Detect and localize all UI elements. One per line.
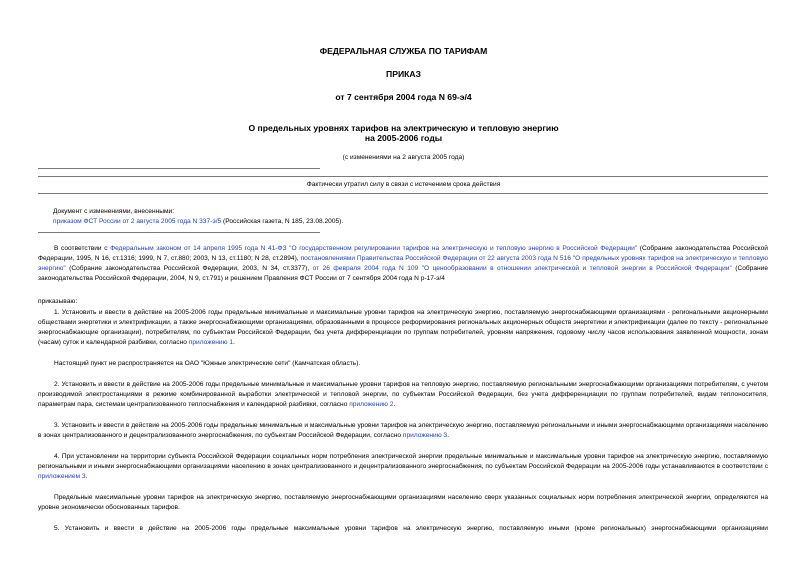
max-tariffs-paragraph: Предельные максимальные уровни тарифов на электрическую энергию, поставляемую энергоснабжающими организациями населению сверх указанных социальных норм потребления электрической энергии, определяются на уровне экономически обоснованных тарифов. [38, 494, 768, 511]
government-resolution-109-link[interactable]: от 26 февраля 2004 года N 109 "О ценообразовании в отношении электрической и тепловой энергии в Российской Федерации" [312, 265, 732, 272]
document-title-line2: на 2005-2006 годы [364, 133, 443, 143]
item-4-end: . [85, 473, 88, 480]
separator-line [38, 176, 768, 177]
appendix-3-link-item-4[interactable]: приложением 3 [38, 473, 86, 480]
item-2-paragraph [38, 380, 768, 410]
separator-line [38, 193, 768, 194]
government-resolution-516-link[interactable]: постановлениями Правительства Российской Федерации от 22 августа 2003 года N 516 "О предельных уровнях тарифов на электрическую и тепловую энергию" [38, 255, 768, 272]
preamble-text: (Собрание законодательства Российской Федерации, 1995, N 16, ст.1316; 1999, N 7, ст.880; 2003, N 13, ст.1180; N 28, ст.2894), [38, 245, 768, 262]
item-2-text: 2. Установить и ввести в действие на 2005-2006 годы предельные минимальные и максимальные уровни тарифов на тепловую энергию, поставляемую региональными энергоснабжающими организациями потребителям, с учетом производимой электростанциями в режиме комбинированной выработки электрической и тепловой энергии, по субъектам Российской Федерации, без учета дифференциации по группам потребителей, видам теплоносителя, параметрам пара, системам централизованного теплоснабжения и календарной разбивки, согласно [38, 381, 768, 408]
item-3-paragraph [38, 421, 768, 441]
amendment-intro: Документ с изменениями, внесенными: [53, 208, 175, 215]
document-title-line1: О предельных уровнях тарифов на электрическую и тепловую энергию [248, 123, 559, 133]
separator-line [38, 232, 320, 233]
item-1-note: Настоящий пункт не распространяется на ОАО "Южные электрические сети" (Камчатская область). [54, 360, 361, 367]
amendment-link[interactable]: приказом ФСТ России от 2 августа 2005 года N 337-э/5 [53, 218, 222, 225]
amendment-source: (Российская газета, N 185, 23.08.2005). [221, 218, 344, 225]
agency-name: ФЕДЕРАЛЬНАЯ СЛУЖБА ПО ТАРИФАМ [319, 46, 488, 56]
federal-law-link[interactable]: Федеральным законом от 14 апреля 1995 года N 41-ФЗ "О государственном регулировании тарифов на электрическую и тепловую энергию в Российской Федерации" [110, 245, 638, 252]
item-4-paragraph [38, 452, 768, 482]
order-word: приказываю: [38, 298, 78, 305]
item-5-paragraph: 5. Установить и ввести в действие на 2005-2006 годы предельные максимальные уровни тарифов на электрическую энергию, поставляемую иными (кроме региональных) энергоснабжающими организациями [54, 525, 768, 532]
item-4-text: 4. При установлении на территории субъекта Российской Федерации социальных норм потребления электрической энергии предельные минимальные и максимальные уровни тарифов на электрическую энергию, поставляемую региональными и иными энергоснабжающими организациями населению в зонах централизованного и децентрализованного энергоснабжения, по субъектам Российской Федерации на 2005-2006 годы устанавливаются в соответствии с [38, 453, 768, 470]
document-date-number: от 7 сентября 2004 года N 69-э/4 [335, 92, 472, 102]
item-1-end: . [233, 339, 235, 346]
appendix-1-link[interactable]: приложению 1 [188, 339, 234, 346]
status-note: Фактически утратил силу в связи с истечением срока действия [306, 181, 501, 188]
item-3-text: 3. Установить и ввести в действие на 2005-2006 годы предельные минимальные и максимальные уровни тарифов на электрическую энергию, поставляемую региональными и иными энергоснабжающими организациями населению в зонах централизованного и децентрализованного энергоснабжения, по субъектам Российской Федерации, согласно [38, 422, 768, 439]
preamble-text: (Собрание законодательства Российской Федерации, 2003, N 34, ст.3377), [65, 265, 313, 272]
preamble-paragraph [38, 244, 768, 284]
separator-line [38, 168, 320, 169]
appendix-2-link[interactable]: приложению 2 [349, 401, 394, 408]
document-type: ПРИКАЗ [386, 69, 421, 79]
appendix-3-link[interactable]: приложению 3 [402, 432, 448, 439]
item-1-paragraph [38, 308, 768, 348]
amendment-line [53, 217, 753, 227]
amendments-note: (с изменениями на 2 августа 2005 года) [342, 154, 465, 161]
item-1-text: 1. Установить и ввести в действие на 2005-2006 годы предельные минимальные и максимальные уровни тарифов на электрическую энергию, поставляемую энергоснабжающими организациями - региональными акционерными обществами энергетики и электрификации, а также энергоснабжающими организациями, образованными в процессе реформирования региональных акционерных обществ энергетики и электрификации (далее по тексту - региональные энергоснабжающие организации), потребителям, по субъектам Российской Федерации, без учета дифференциации по группам потребителей, уровням напряжения, годовому числу часов использования заявленной мощности, зонам (часам) суток и календарной разбивки, согласно [38, 309, 768, 346]
preamble-text: В соответствии с [54, 245, 111, 252]
item-3-end: . [447, 432, 450, 439]
preamble-text: (Собрание законодательства Российской Федерации, 2004, N 9, ст.791) и решением Правления ФСТ России от 7 сентября 2004 года N р-17-э/4 [38, 265, 768, 282]
item-2-end: . [393, 401, 396, 408]
